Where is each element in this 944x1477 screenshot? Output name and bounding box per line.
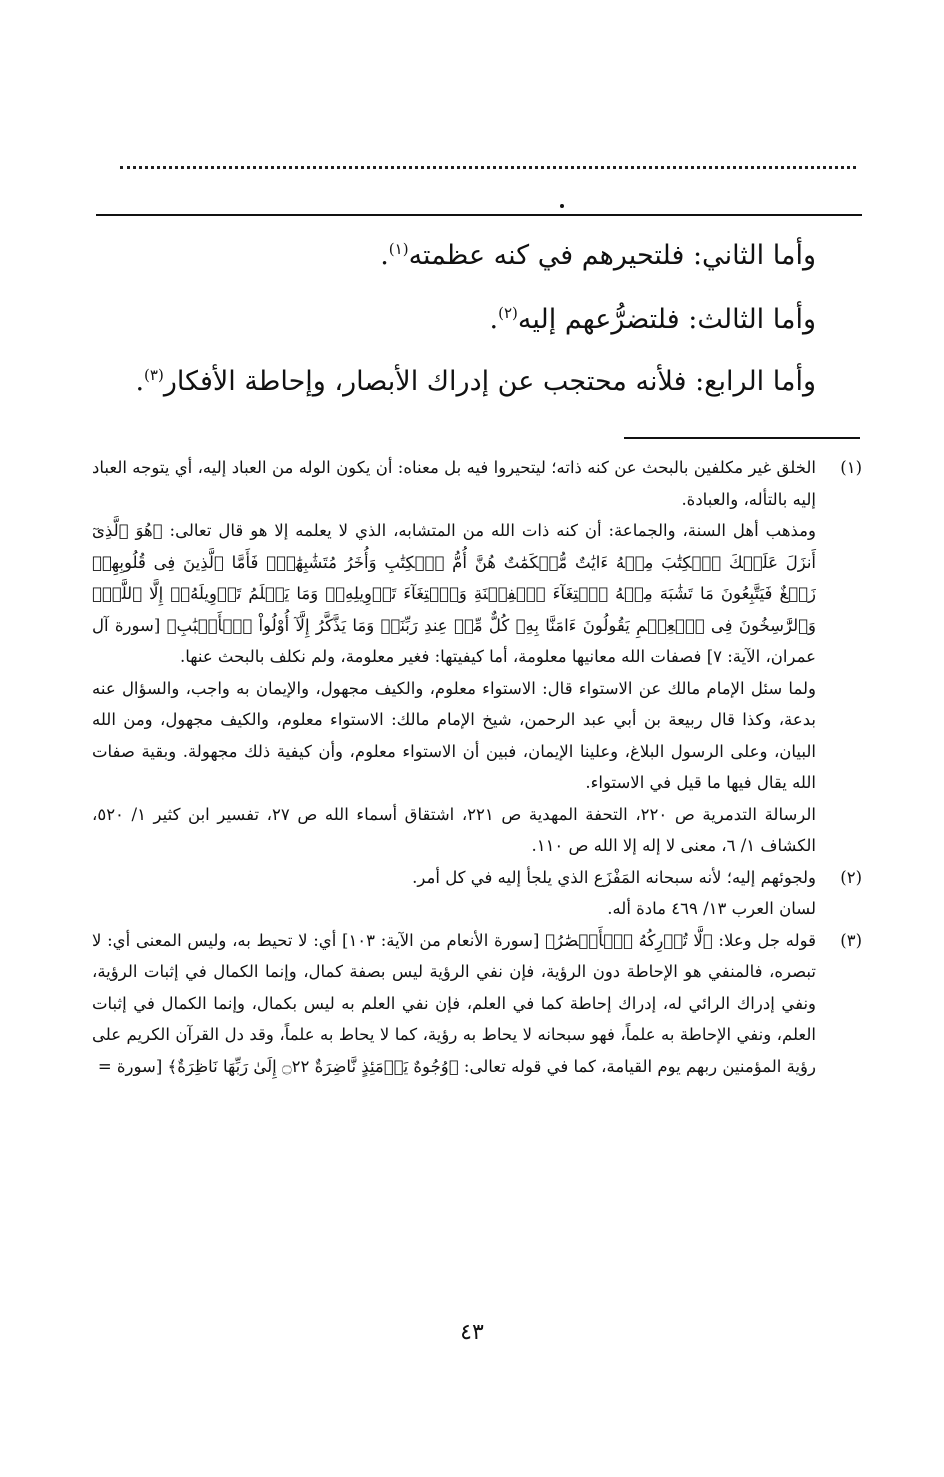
main-line-fourth [96, 366, 816, 397]
footnote-body [92, 452, 816, 862]
footnote-paragraph: ولجوئهم إليه؛ لأنه سبحانه المَفْزَع الذي يلجأ إليه في كل أمر. [412, 867, 816, 887]
footnote-paragraph [92, 515, 816, 673]
footnote-number: (٣) [840, 930, 862, 950]
footnote-text: قوله جل وعلا: [718, 930, 817, 950]
main-line-text: وأما الثاني: فلتحيرهم في كنه عظمته [408, 240, 816, 271]
footnote-ref[interactable]: (٢) [498, 304, 518, 322]
footnote-body [92, 862, 816, 925]
footnote-sources: لسان العرب ١٣/ ٤٦٩ مادة أله. [607, 899, 816, 918]
main-line-third [96, 304, 816, 335]
footnote-text: ومذهب أهل السنة، والجماعة: أن كنه ذات الله من المتشابه، الذي لا يعلمه إلا هو قال تعالى: [169, 521, 816, 540]
footnote-number: (٢) [840, 867, 862, 887]
ink-dot [560, 204, 564, 208]
quran-verse: ﴿هُوَ ٱلَّذِىٓ أَنزَلَ عَلَيۡكَ ٱلۡكِتَٰبَ مِنۡهُ ءَايَٰتٌ مُّحۡكَمَٰتٌ هُنَّ أُمُّ ٱلۡكِتَٰبِ وَأُخَرُ مُتَشَٰبِهَٰتٌۖ فَأَمَّا ٱلَّذِينَ فِى قُلُوبِهِمۡ زَيۡغٌ فَيَتَّبِعُونَ مَا تَشَٰبَهَ مِنۡهُ ٱبۡتِغَآءَ ٱلۡفِتۡنَةِ وَٱبۡتِغَآءَ تَأۡوِيلِهِۦۗ وَمَا يَعۡلَمُ تَأۡوِيلَهُۥٓ إِلَّا ٱللَّهُۗ وَٱلرَّٰسِخُونَ فِى ٱلۡعِلۡمِ يَقُولُونَ ءَامَنَّا بِهِۦ كُلٌّ مِّنۡ عِندِ رَبِّنَاۗ وَمَا يَذَّكَّرُ إِلَّآ أُوْلُواْ ٱلۡأَلۡبَٰبِ﴾ [92, 521, 816, 635]
footnote-separator [624, 437, 860, 439]
header-rule [96, 214, 862, 216]
footnote-text: فصفات الله معانيها معلومة، أما كيفيتها: فغير معلومة، ولم نكلف بالبحث عنها. [179, 647, 702, 666]
footnote-3 [92, 925, 862, 1083]
footnote-1 [92, 452, 862, 862]
footnotes [92, 452, 862, 1312]
page-number: ٤٣ [460, 1320, 484, 1345]
footnote-paragraph: ولما سئل الإمام مالك عن الاستواء قال: الاستواء معلوم، والكيف مجهول، والإيمان به واجب، والسؤال عنه بدعة، وكذا قال ربيعة بن أبي عبد الرحمن، شيخ الإمام مالك: الاستواء معلوم، والكيف مجهول، ومن الله البيان، وعلى الرسول البلاغ، وعلينا الإيمان، فبين أن الاستواء معلوم، وأن كيفية ذلك مجهولة. وبقية صفات الله يقال فيها ما قيل في الاستواء. [92, 678, 816, 792]
footnote-ref[interactable]: (١) [388, 240, 409, 258]
footnote-paragraph [92, 925, 816, 1083]
dotted-separator [120, 166, 856, 169]
line-end: . [135, 366, 145, 397]
quran-verse: ﴿لَّا تُدۡرِكُهُ ٱلۡأَبۡصَٰرُ﴾ [545, 930, 713, 950]
footnote-number: (١) [840, 458, 862, 477]
main-line-text: وأما الرابع: فلأنه محتجب عن إدراك الأبصار، وإحاطة الأفكار [163, 366, 816, 397]
main-line-text: وأما الثالث: فلتضرُّعهم إليه [517, 304, 816, 335]
line-end: . [380, 240, 389, 271]
surah-reference: [سورة = [97, 1056, 163, 1076]
footnote-text: [سورة الأنعام من الآية: ١٠٣] أي: لا تحيط به، وليس المعنى أي: لا تبصره، فالمنفي هو الإحاطة دون الرؤية، فإن نفي الرؤية ليس بصفة كمال، وإنما الكمال في إثبات الرؤية، ونفي إدراك الرائي له، إدراك إحاطة كما في العلم، فإن نفي العلم به ليس بكمال، وإنما الكمال في إثبات العلم، ونفي الإحاطة به علماً، فهو سبحانه لا يحاط به رؤية، كما لا يحاط به علماً، وقد دل القرآن الكريم على رؤية المؤمنين ربهم يوم القيامة، كما في قوله تعالى: [92, 930, 816, 1076]
footnote-paragraph: الخلق غير مكلفين بالبحث عن كنه ذاته؛ ليتحيروا فيه بل معناه: أن يكون الوله من العباد إليه، أي يتوجه العباد إليه بالتأله، والعبادة. [92, 458, 816, 509]
surah-reference: [سورة آل عمران، الآية: ٧] [92, 615, 816, 666]
footnote-body [92, 925, 816, 1083]
footnote-2 [92, 862, 862, 925]
main-line-second [96, 240, 816, 271]
line-end: . [489, 304, 499, 335]
footnote-sources: الرسالة التدمرية ص ٢٢٠، التحفة المهدية ص ٢٢١، اشتقاق أسماء الله ص ٢٧، تفسير ابن كثير ١/ ٥٢٠، الكشاف ١/ ٦، معنى لا إله إلا الله ص ١١٠. [92, 804, 817, 855]
quran-verse: ﴿وُجُوهٌ يَوۡمَئِذٍ نَّاضِرَةٌ ۝٢٢ إِلَىٰ رَبِّهَا نَاظِرَةٌ﴾ [167, 1056, 459, 1076]
footnote-ref[interactable]: (٣) [144, 366, 164, 384]
